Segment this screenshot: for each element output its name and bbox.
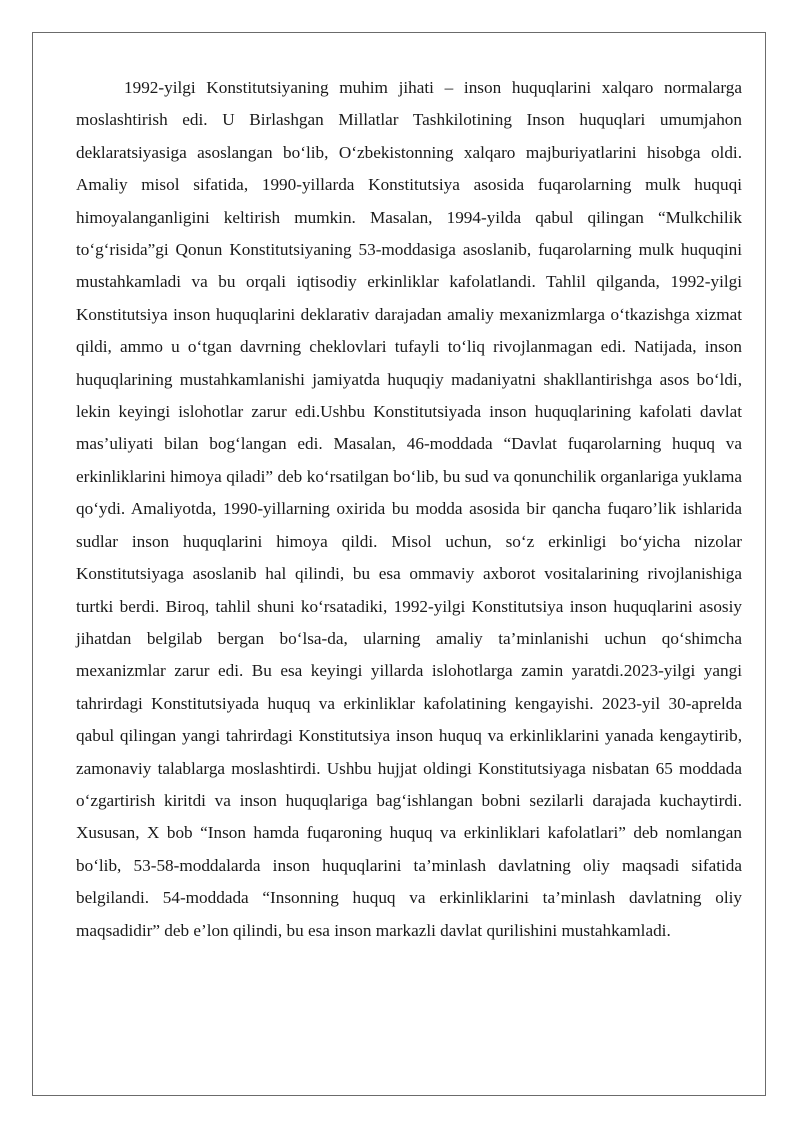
body-paragraph: 1992-yilgi Konstitutsiyaning muhim jihati – inson huquqlarini xalqaro normalarga moslashtirish edi. U Birlashgan Millatlar Tashkilotining Inson huquqlari umumjahon deklaratsiyasiga asoslangan bo‘lib, O‘zbekistonning xalqaro majburiyatlarini hisobga oldi. Amaliy misol sifatida, 1990-yillarda Konstitutsiya asosida fuqarolarning mulk huquqi himoyalanganligini keltirish mumkin. Masalan, 1994-yilda qabul qilingan “Mulkchilik to‘g‘risida”gi Qonun Konstitutsiyaning 53-moddasiga asoslanib, fuqarolarning mulk huquqini mustahkamladi va bu orqali iqtisodiy erkinliklar kafolatlandi. Tahlil qilganda, 1992-yilgi Konstitutsiya inson huquqlarini deklarativ darajadan amaliy mexanizmlarga o‘tkazishga xizmat qildi, ammo u o‘tgan davrning cheklovlari tufayli to‘liq rivojlanmagan edi. Natijada, inson huquqlarining mustahkamlanishi jamiyatda huquqiy madaniyatni shakllantirishga asos bo‘ldi, lekin keyingi islohotlar zarur edi.Ushbu Konstitutsiyada inson huquqlarining kafolati davlat mas’uliyati bilan bog‘langan edi. Masalan, 46-moddada “Davlat fuqarolarning huquq va erkinliklarini himoya qiladi” deb ko‘rsatilgan bo‘lib, bu sud va qonunchilik organlariga yuklama qo‘ydi. Amaliyotda, 1990-yillarning oxirida bu modda asosida bir qancha fuqaro’lik ishlarida sudlar inson huquqlarini himoya qildi. Misol uchun, so‘z erkinligi bo‘yicha nizolar Konstitutsiyaga asoslanib hal qilindi, bu esa ommaviy axborot vositalarining rivojlanishiga turtki berdi. Biroq, tahlil shuni ko‘rsatadiki, 1992-yilgi Konstitutsiya inson huquqlarini asosiy jihatdan belgilab bergan bo‘lsa-da, ularning amaliy ta’minlanishi uchun qo‘shimcha mexanizmlar zarur edi. Bu esa keyingi yillarda islohotlarga zamin yaratdi.2023-yilgi yangi tahrirdagi Konstitutsiyada huquq va erkinliklar kafolatining kengayishi. 2023-yil 30-aprelda qabul qilingan yangi tahrirdagi Konstitutsiya inson huquq va erkinliklarini yanada kengaytirib, zamonaviy talablarga moslashtirdi. Ushbu hujjat oldingi Konstitutsiyaga nisbatan 65 moddada o‘zgartirish kiritdi va inson huquqlariga bag‘ishlangan bobni sezilarli darajada kuchaytirdi. Xususan, X bob “Inson hamda fuqaroning huquq va erkinliklari kafolatlari” deb nomlangan bo‘lib, 53-58-moddalarda inson huquqlarini ta’minlash davlatning oliy maqsadi sifatida belgilandi. 54-moddada “Insonning huquq va erkinliklarini ta’minlash davlatning oliy maqsadidir” deb e’lon qilindi, bu esa inson markazli davlat qurilishini mustahkamladi. <box>76 78 742 940</box>
